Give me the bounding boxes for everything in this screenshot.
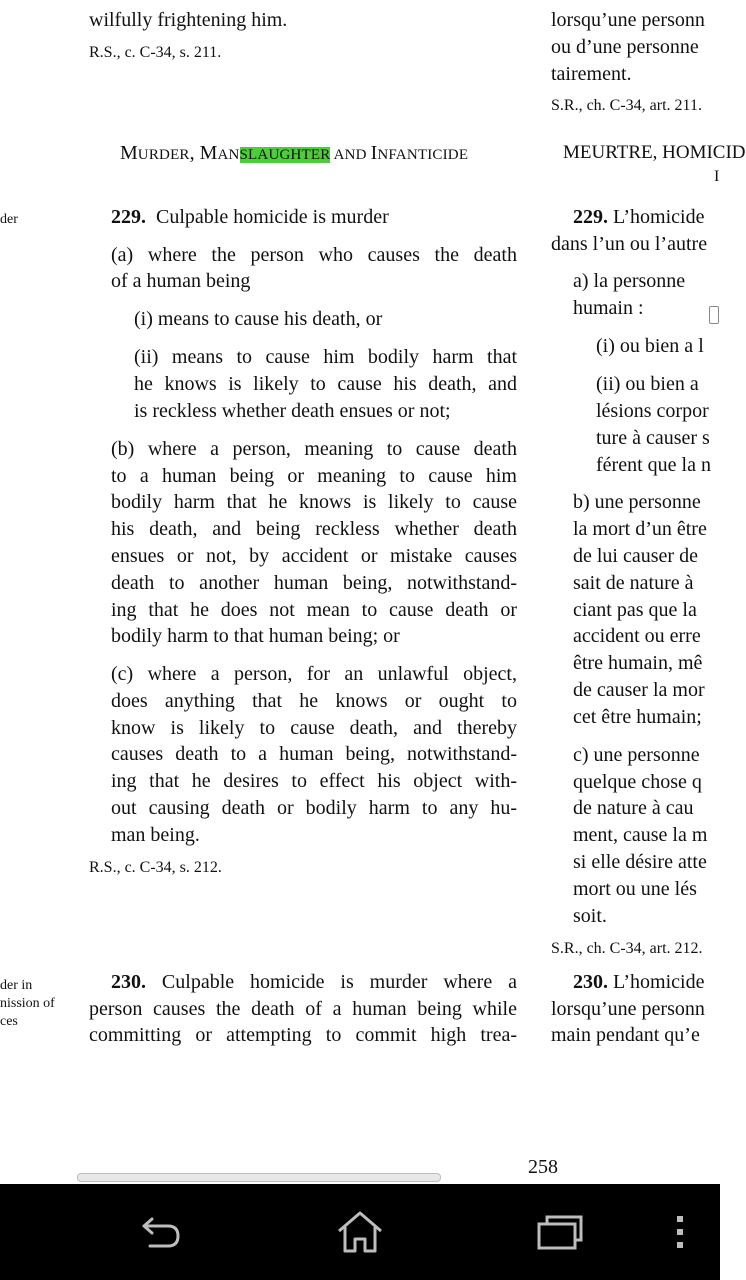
fr-clause-c-line: mort ou une lés	[573, 878, 697, 900]
fr-text-line: lorsqu’une personn	[551, 9, 705, 31]
fr-section-229-line: 229. L’homicide	[573, 206, 705, 228]
subclause-ii-line: he knows is likely to cause his death, and	[134, 373, 517, 395]
back-button[interactable]	[123, 1202, 195, 1262]
fr-clause-b-line: cet être humain;	[573, 706, 702, 728]
fr-clause-b-line: accident ou erre	[573, 625, 701, 647]
fr-clause-a-line: humain :	[573, 297, 644, 319]
fr-clause-b-line: la mort d’un être	[573, 518, 707, 540]
recent-apps-button[interactable]	[524, 1202, 596, 1262]
clause-b-line: to a human being or meaning to cause him	[111, 465, 517, 487]
fr-text-line: tairement.	[551, 63, 632, 85]
fr-clause-c-line: soit.	[573, 905, 607, 927]
back-icon	[134, 1212, 184, 1252]
home-button[interactable]	[324, 1202, 396, 1262]
fr-clause-c-line: ment, cause la m	[573, 824, 708, 846]
navigation-bar	[0, 1184, 720, 1280]
fr-subclause-ii-line: ture à causer s	[596, 427, 710, 449]
clause-b-line: ing that he does not mean to cause death or	[111, 599, 517, 621]
fr-clause-b-line: être humain, mê	[573, 652, 703, 674]
clause-c-line: ing that he desires to effect his object with-	[111, 770, 517, 792]
search-highlight: SLAUGHTER	[239, 147, 331, 163]
clause-b-line: ensues or not, by accident or mistake causes	[111, 545, 517, 567]
margin-note: nission of	[0, 996, 55, 1011]
recent-apps-icon	[535, 1212, 585, 1252]
fr-section-230-line: lorsqu’une personn	[551, 998, 705, 1020]
fr-subclause-ii-line: (ii) ou bien a	[596, 373, 699, 395]
section-number: 230.	[111, 971, 146, 993]
clause-b-line: bodily harm to that human being; or	[111, 625, 400, 647]
section-230-line: person causes the death of a human being while	[89, 998, 517, 1020]
subclause-ii-line: (ii) means to cause him bodily harm that	[134, 346, 517, 368]
source-note: R.S., c. C-34, s. 211.	[89, 44, 222, 61]
subclause-i: (i) means to cause his death, or	[134, 308, 383, 330]
fr-section-230-line: main pendant qu’e	[551, 1024, 700, 1046]
clause-c-line: does anything that he knows or ought to	[111, 690, 517, 712]
fr-subclause-i: (i) ou bien a l	[596, 335, 704, 357]
fr-clause-c-line: de nature à cau	[573, 797, 694, 819]
fr-subclause-ii-line: férent que la n	[596, 454, 711, 476]
clause-c-line: man being.	[111, 824, 200, 846]
fr-clause-c-line: c) une personne	[573, 744, 700, 766]
clause-b-line: death to another human being, notwithstand-	[111, 572, 517, 594]
fr-section-229-line: dans l’un ou l’autre	[551, 233, 708, 255]
horizontal-scrollbar[interactable]	[77, 1173, 441, 1182]
clause-b-line: (b) where a person, meaning to cause death	[111, 438, 517, 460]
clause-b-line: bodily harm that he knows is likely to cause	[111, 491, 517, 513]
overflow-menu-icon	[670, 1212, 690, 1252]
clause-c-line: (c) where a person, for an unlawful object,	[111, 663, 517, 685]
margin-note: der	[0, 212, 18, 227]
clause-c-line: causes death to a human being, notwithstand-	[111, 743, 517, 765]
fr-clause-c-line: si elle désire atte	[573, 851, 707, 873]
fr-clause-b-line: de lui causer de	[573, 545, 698, 567]
margin-note: der in	[0, 978, 33, 993]
section-number: 230.	[573, 971, 608, 993]
overflow-menu-button[interactable]	[644, 1202, 716, 1262]
clause-a-line: (a) where the person who causes the death	[111, 244, 517, 266]
source-note: R.S., c. C-34, s. 212.	[89, 859, 222, 876]
fr-clause-c-line: quelque chose q	[573, 771, 702, 793]
fr-clause-b-line: de causer la mor	[573, 679, 705, 701]
section-number: 229.	[573, 206, 608, 228]
section-230-line: 230. Culpable homicide is murder where a	[111, 971, 517, 993]
clause-c-line: out causing death or bodily harm to any hu-	[111, 797, 517, 819]
clause-b-line: his death, and being reckless whether death	[111, 518, 517, 540]
text-line: wilfully frightening him.	[89, 9, 288, 31]
fr-clause-b-line: sait de nature à	[573, 572, 694, 594]
fr-section-heading: I	[714, 168, 720, 185]
clause-a-line: of a human being	[111, 270, 251, 292]
section-229-title: 229. Culpable homicide is murder	[111, 206, 389, 228]
source-note: S.R., ch. C-34, art. 211.	[551, 97, 702, 114]
section-heading: MURDER, MANSLAUGHTER AND INFANTICIDE	[120, 142, 469, 164]
text-cursor-handle[interactable]	[709, 306, 719, 324]
section-number: 229.	[111, 206, 146, 228]
fr-section-230-line: 230. L’homicide	[573, 971, 705, 993]
subclause-ii-line: is reckless whether death ensues or not;	[134, 400, 451, 422]
fr-subclause-ii-line: lésions corpor	[596, 400, 709, 422]
source-note: S.R., ch. C-34, art. 212.	[551, 940, 703, 957]
home-icon	[335, 1209, 385, 1255]
fr-text-line: ou d’une personne	[551, 36, 699, 58]
fr-section-heading: MEURTRE, HOMICID	[563, 142, 746, 163]
fr-clause-a-line: a) la personne	[573, 270, 686, 292]
page-number: 258	[528, 1156, 558, 1178]
fr-clause-b-line: ciant pas que la	[573, 599, 697, 621]
fr-clause-b-line: b) une personne	[573, 491, 701, 513]
clause-c-line: know is likely to cause death, and thereby	[111, 717, 517, 739]
section-230-line: committing or attempting to commit high trea-	[89, 1024, 517, 1046]
margin-note: ces	[0, 1014, 18, 1029]
